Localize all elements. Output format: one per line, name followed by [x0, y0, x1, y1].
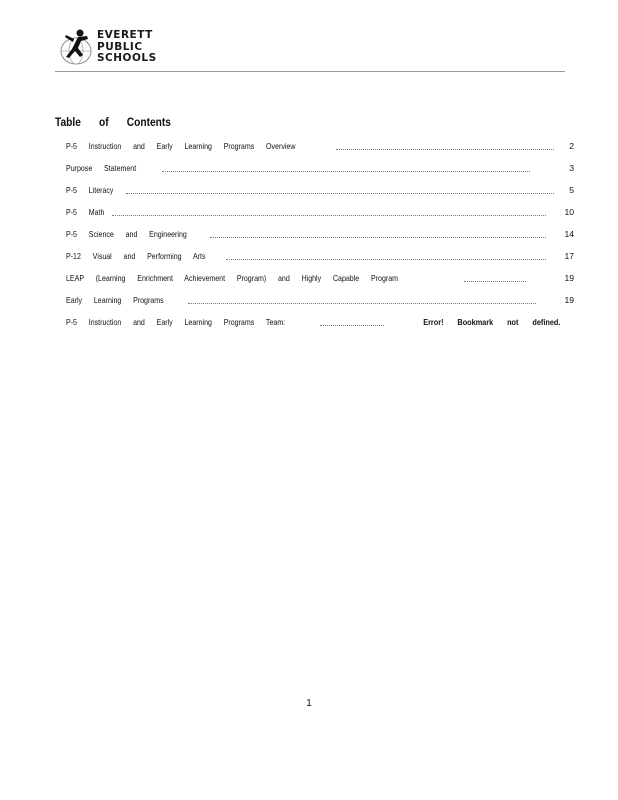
logo-line: PUBLIC — [97, 40, 143, 53]
toc-entry-label[interactable]: LEAP (Learning Enrichment Achievement Program) and Highly Capable Program — [66, 273, 399, 283]
toc-entry-label[interactable]: P-5 Instruction and Early Learning Programs Overview — [66, 141, 296, 151]
toc-entry-label[interactable]: P-12 Visual and Performing Arts — [66, 251, 206, 261]
toc-entry-page: 17 — [564, 251, 574, 261]
dot-leader — [188, 303, 536, 304]
toc-entry-page: 3 — [569, 163, 574, 173]
toc-entry[interactable] — [66, 141, 574, 163]
toc-entry-label[interactable]: P-5 Instruction and Early Learning Programs Team: — [66, 317, 286, 327]
district-logo — [58, 27, 178, 71]
toc-entry-page: 14 — [564, 229, 574, 239]
dot-leader — [162, 171, 530, 172]
toc-entry-label[interactable]: Purpose Statement — [66, 163, 137, 173]
table-of-contents — [66, 141, 574, 339]
dot-leader — [336, 149, 554, 150]
toc-entry-error: Error! Bookmark not defined. — [422, 317, 560, 327]
runner-globe-icon — [58, 27, 96, 69]
toc-entry[interactable] — [66, 295, 574, 317]
toc-entry[interactable] — [66, 207, 574, 229]
page-number: 1 — [306, 698, 312, 709]
toc-entry[interactable] — [66, 163, 574, 185]
toc-entry[interactable] — [66, 317, 574, 339]
logo-line: EVERETT — [97, 29, 153, 41]
district-name — [97, 30, 157, 65]
toc-entry-label[interactable]: P-5 Literacy — [66, 185, 114, 195]
toc-entry-label[interactable]: P-5 Science and Engineering — [66, 229, 187, 239]
toc-entry-page: 10 — [564, 207, 574, 217]
toc-entry-label[interactable]: Early Learning Programs — [66, 295, 164, 305]
toc-entry-page: 19 — [564, 273, 574, 283]
header-divider — [55, 71, 565, 72]
toc-entry[interactable] — [66, 273, 574, 295]
toc-entry-page: 2 — [569, 141, 574, 151]
dot-leader — [210, 237, 546, 238]
toc-entry[interactable] — [66, 229, 574, 251]
logo-line: SCHOOLS — [97, 52, 157, 64]
toc-entry-page: 5 — [569, 185, 574, 195]
toc-entry-label[interactable]: P-5 Math — [66, 207, 105, 217]
dot-leader — [112, 215, 546, 216]
toc-entry-page: 19 — [564, 295, 574, 305]
dot-leader — [226, 259, 546, 260]
dot-leader — [464, 281, 526, 282]
toc-entry[interactable] — [66, 185, 574, 207]
toc-title: Table of Contents — [55, 115, 171, 129]
toc-entry[interactable] — [66, 251, 574, 273]
dot-leader — [320, 325, 384, 326]
dot-leader — [126, 193, 554, 194]
